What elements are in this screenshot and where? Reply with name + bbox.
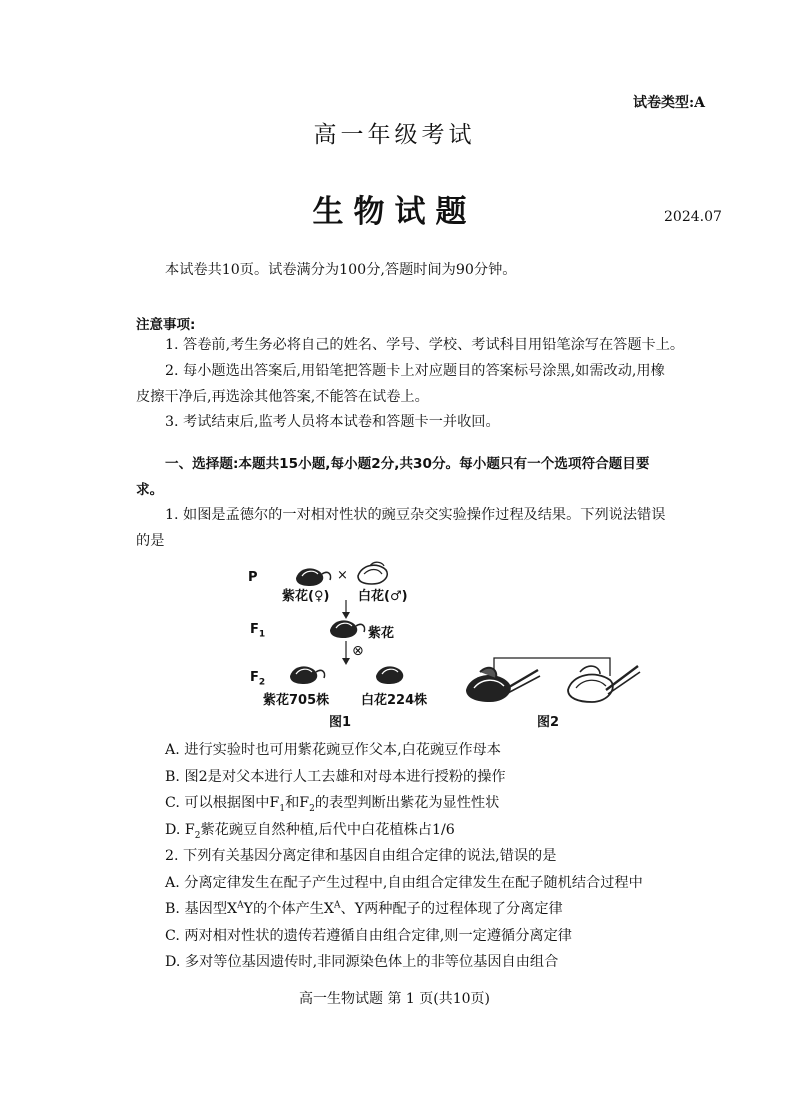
q2-stem: 2. 下列有关基因分离定律和基因自由组合定律的说法,错误的是 (165, 848, 557, 864)
f1-purple-flower-icon (330, 620, 365, 638)
p-male-label: 白花(♂) (358, 589, 408, 604)
pollen-donor-flower-icon (568, 666, 640, 702)
q1-option-c (165, 792, 499, 814)
figure-2-caption: 图2 (537, 715, 560, 730)
exam-date: 2024.07 (664, 209, 722, 225)
q1-option-a: A. 进行实验时也可用紫花豌豆作父本,白花豌豆作母本 (165, 742, 501, 758)
f1-subscript: 1 (258, 629, 266, 640)
q2-option-b (165, 898, 563, 918)
note-item-2-line-2: 皮擦干净后,再选涂其他答案,不能答在试卷上。 (136, 389, 429, 405)
q2-option-a: A. 分离定律发生在配子产生过程中,自由组合定律发生在配子随机结合过程中 (165, 875, 643, 891)
paper-type-label: 试卷类型:A (633, 95, 706, 111)
figure-1-caption: 图1 (329, 715, 352, 730)
q2-option-d: D. 多对等位基因遗传时,非同源染色体上的非等位基因自由组合 (165, 954, 559, 970)
section-1-heading-line-1: 一、选择题:本题共15小题,每小题2分,共30分。每小题只有一个选项符合题目要 (165, 456, 650, 472)
f2-letter: F (250, 670, 259, 685)
note-item-3: 3. 考试结束后,监考人员将本试卷和答题卡一并收回。 (165, 414, 500, 430)
emasculated-flower-icon (466, 668, 540, 702)
p-female-label: 紫花(♀) (282, 589, 330, 604)
q2-option-b-part-2: Y的个体产生X (243, 901, 335, 917)
q1-option-c-part-3: 的表型判断出紫花为显性性状 (314, 795, 500, 811)
selfing-symbol: ⊗ (352, 643, 364, 659)
q2-option-b-part-3: 、Y两种配子的过程体现了分离定律 (340, 901, 563, 917)
f1-phenotype-label: 紫花 (368, 626, 395, 641)
q1-option-c-part-2: 和F (285, 795, 310, 811)
arrow-p-to-f1-icon (342, 600, 350, 619)
note-item-2-line-1: 2. 每小题选出答案后,用铅笔把答题卡上对应题目的答案标号涂黑,如需改动,用橡 (165, 363, 665, 379)
q2-option-b-sup-2: A (334, 900, 341, 911)
note-item-1: 1. 答卷前,考生务必将自己的姓名、学号、学校、考试科目用铅笔涂写在答题卡上。 (165, 337, 685, 353)
q1-option-c-sub-1: 1 (279, 803, 286, 814)
f2-purple-count: 紫花705株 (263, 693, 330, 708)
subject-title: 生物试题 (312, 194, 477, 230)
purple-flower-icon (296, 568, 331, 586)
exam-title: 高一年级考试 (313, 122, 476, 148)
q2-option-b-part-1: B. 基因型X (165, 901, 238, 917)
f2-subscript: 2 (258, 677, 266, 688)
q1-stem-line-2: 的是 (136, 533, 165, 549)
q1-stem-line-1: 1. 如图是孟德尔的一对相对性状的豌豆杂交实验操作过程及结果。下列说法错误 (165, 507, 666, 523)
f2-purple-flower-icon (290, 666, 325, 684)
q1-option-c-part-1: C. 可以根据图中F (165, 795, 280, 811)
notes-heading: 注意事项: (136, 317, 196, 333)
q1-option-d-part-2: 紫花豌豆自然种植,后代中白花植株占1/6 (200, 822, 455, 838)
f2-second-flower-icon (376, 666, 403, 684)
intro-text: 本试卷共10页。试卷满分为100分,答题时间为90分钟。 (165, 262, 517, 278)
arrow-f1-to-f2-icon (342, 641, 350, 665)
white-flower-icon (358, 562, 387, 584)
q2-option-c: C. 两对相对性状的遗传若遵循自由组合定律,则一定遵循分离定律 (165, 928, 572, 944)
f2-generation-label (250, 670, 265, 688)
q2-option-b-sup-1: A (237, 900, 244, 911)
f1-letter: F (250, 622, 259, 637)
q1-option-d-part-1: D. F (165, 822, 195, 838)
p-generation-label: P (248, 570, 258, 585)
page-footer: 高一生物试题 第 1 页(共10页) (299, 991, 490, 1007)
q1-option-d (165, 819, 455, 841)
q1-option-d-sub: 2 (194, 830, 201, 841)
q1-option-c-sub-2: 2 (309, 803, 315, 814)
section-1-heading-line-2: 求。 (136, 482, 164, 498)
q1-option-b: B. 图2是对父本进行人工去雄和对母本进行授粉的操作 (165, 769, 506, 785)
cross-symbol: × (337, 568, 348, 583)
f2-white-count: 白花224株 (361, 693, 428, 708)
f1-generation-label (250, 622, 265, 640)
